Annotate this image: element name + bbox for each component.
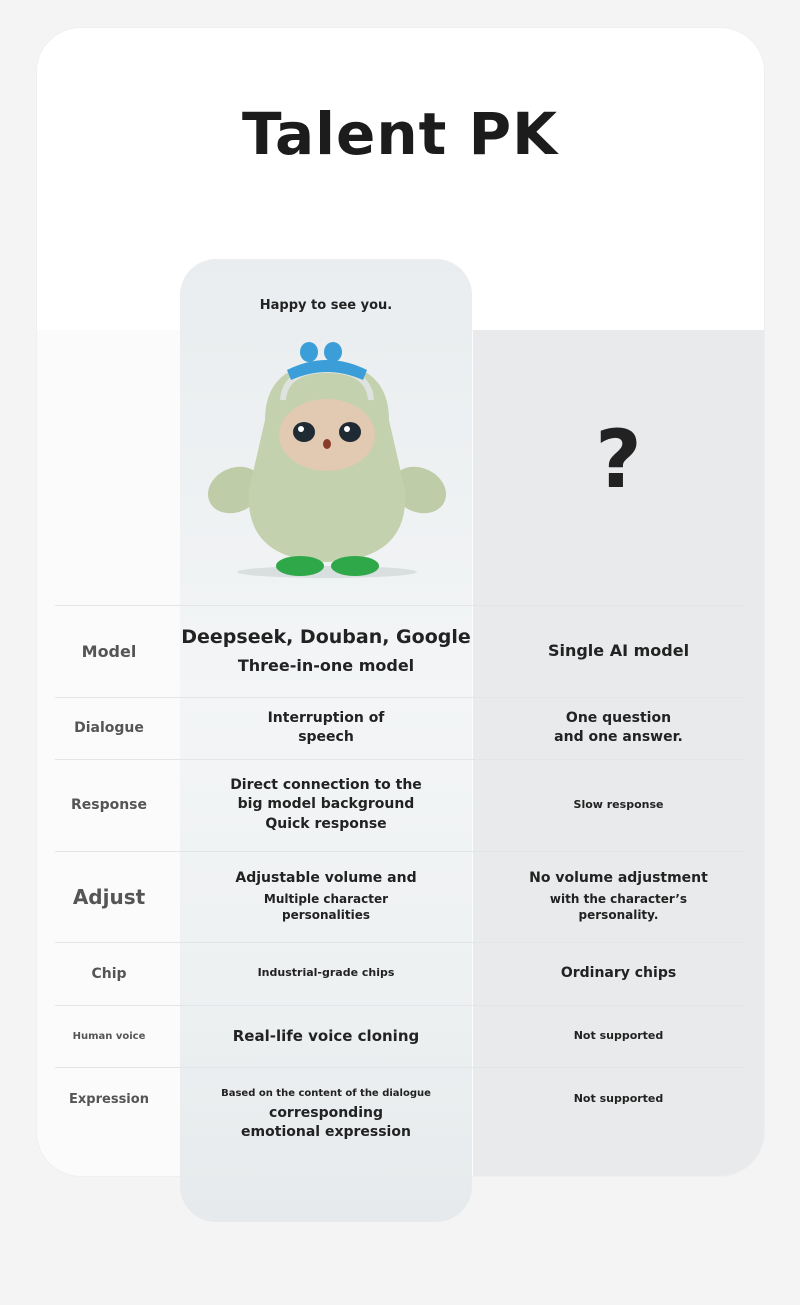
table-row <box>55 851 745 942</box>
table-row <box>55 697 745 759</box>
competitor-value: Not supported <box>573 1091 664 1105</box>
product-value: Deepseek, Douban, Google Three-in-one model <box>181 626 471 676</box>
table-row <box>55 1005 745 1067</box>
row-label: Human voice <box>72 1030 146 1042</box>
product-value: Real-life voice cloning <box>232 1026 420 1045</box>
competitor-value: Ordinary chips <box>560 965 677 982</box>
page-title: Talent PK <box>241 100 559 168</box>
table-row <box>55 605 745 697</box>
unknown-competitor-mark: ? <box>595 413 642 506</box>
product-value: Based on the content of the dialogue corresponding emotional expression <box>221 1087 431 1141</box>
row-label: Chip <box>91 965 127 982</box>
product-value: Adjustable volume and Multiple character personalities <box>235 870 417 923</box>
row-label: Dialogue <box>74 720 144 736</box>
competitor-value: Single AI model <box>547 641 690 661</box>
table-row <box>55 1067 745 1162</box>
row-label: Expression <box>69 1091 149 1107</box>
product-value: Interruption of speech <box>267 710 385 745</box>
competitor-value: One question and one answer. <box>554 710 683 745</box>
table-row <box>55 759 745 851</box>
competitor-value: Not supported <box>573 1028 664 1042</box>
product-value: Industrial-grade chips <box>257 966 395 980</box>
row-label: Adjust <box>72 884 146 909</box>
competitor-value: Slow response <box>573 797 664 811</box>
competitor-value: No volume adjustment with the character’s personality. <box>529 870 708 923</box>
product-value: Direct connection to the big model background Quick response <box>230 776 422 833</box>
mascot-greeting: Happy to see you. <box>259 298 393 313</box>
row-label: Response <box>70 797 148 813</box>
table-row <box>55 942 745 1005</box>
row-label: Model <box>81 641 137 661</box>
